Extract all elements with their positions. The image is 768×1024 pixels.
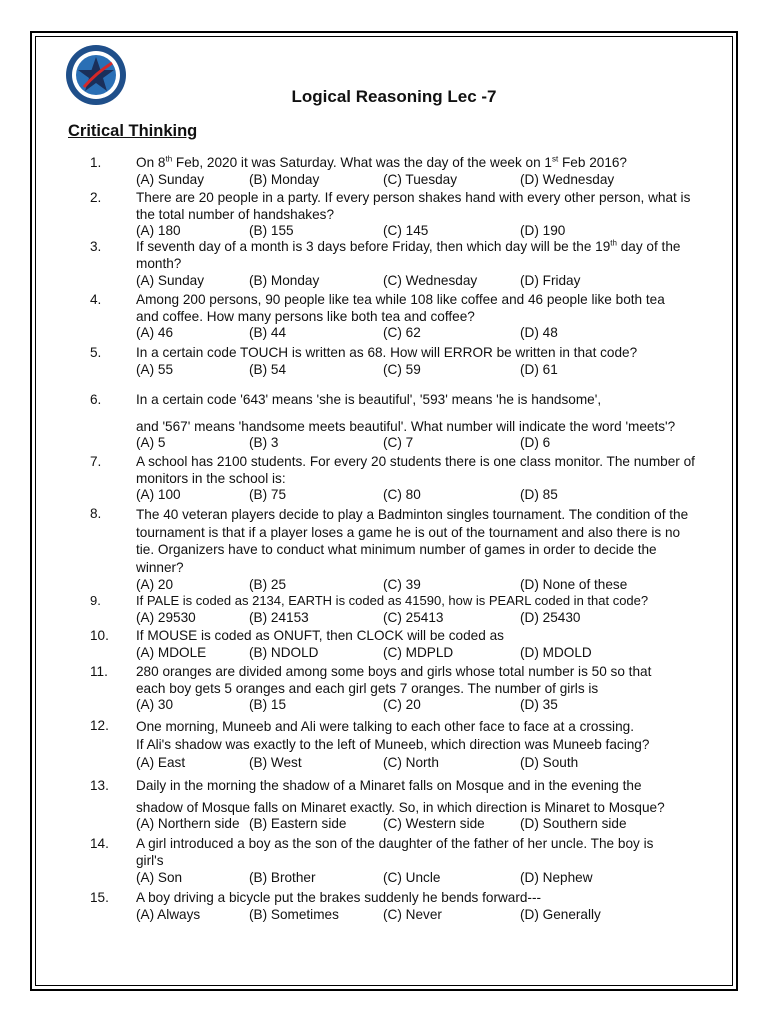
option-c: (C) North [383,755,439,770]
option-c: (C) 39 [383,577,421,592]
option-a: (A) 100 [136,487,181,502]
option-c: (C) Tuesday [383,171,458,187]
question-number: 4. [90,292,102,307]
question-text-line: A boy driving a bicycle put the brakes suddenly he bends forward--- [136,890,542,905]
question-text-line: and coffee. How many persons like both tea and coffee? [136,308,475,324]
question-text-line: winner? [136,559,184,575]
question-text-line: There are 20 people in a party. If every person shakes hand with every other person, what is [136,190,691,205]
option-d: (D) Nephew [520,870,593,885]
question-text-line: tournament is that if a player loses a game he is out of the tournament and also there is no [136,524,681,540]
option-d: (D) None of these [520,577,628,592]
option-d: (D) 61 [520,361,558,377]
option-b: (B) Monday [249,273,320,288]
question-text: If seventh day of a month is 3 days before Friday, then which day will be the 19th day of the [136,238,681,254]
option-b: (B) 75 [249,487,287,502]
question-text-line: and '567' means 'handsome meets beautiful'. What number will indicate the word 'meets'? [136,418,676,434]
question-text-line: monitors in the school is: [136,470,286,486]
option-a: (A) 180 [136,223,181,238]
question-text: On 8th Feb, 2020 it was Saturday. What was the day of the week on 1st Feb 2016? [136,154,627,170]
question-number: 14. [90,836,109,851]
option-b: (B) 25 [249,577,287,592]
option-a: (A) 30 [136,697,174,712]
option-d: (D) 190 [520,223,566,238]
option-b: (B) 44 [249,325,287,340]
option-b: (B) 24153 [249,609,309,625]
option-c: (C) 145 [383,223,429,238]
question-number: 2. [90,190,102,205]
question-text-line: Daily in the morning the shadow of a Minaret falls on Mosque and in the evening the [136,778,642,793]
question-text-line: the total number of handshakes? [136,206,334,222]
option-c: (C) 20 [383,697,421,712]
option-b: (B) Sometimes [249,906,339,922]
question-text-line: 280 oranges are divided among some boys and girls whose total number is 50 so that [136,664,652,679]
option-a: (A) Sunday [136,273,205,288]
option-c: (C) Uncle [383,870,441,885]
option-a: (A) 20 [136,577,174,592]
question-number: 10. [90,628,109,643]
option-b: (B) West [249,755,302,770]
option-d: (D) 25430 [520,609,581,625]
question-number: 5. [90,345,102,360]
option-d: (D) Generally [520,906,601,922]
option-c: (C) Western side [383,816,485,831]
option-c: (C) 25413 [383,609,444,625]
option-c: (C) 62 [383,325,421,340]
option-d: (D) 48 [520,325,558,340]
option-b: (B) 155 [249,223,294,238]
option-b: (B) Monday [249,171,320,187]
question-text-line: If PALE is coded as 2134, EARTH is coded as 41590, how is PEARL coded in that code? [136,593,649,608]
option-c: (C) Never [383,906,442,922]
option-c: (C) 80 [383,487,421,502]
option-a: (A) 29530 [136,609,196,625]
option-b: (B) NDOLD [249,644,319,660]
question-text-line: The 40 veteran players decide to play a Badminton singles tournament. The condition of the [136,507,689,522]
question-text-line: girl's [136,852,164,868]
option-a: (A) Always [136,906,201,922]
question-number: 8. [90,506,102,521]
question-text-line: Among 200 persons, 90 people like tea while 108 like coffee and 46 people like both tea [136,292,665,307]
question-number: 15. [90,890,109,905]
question-text-line: tie. Organizers have to conduct what minimum number of games in order to decide the [136,542,657,557]
question-text-line: A girl introduced a boy as the son of the daughter of the father of her uncle. The boy is [136,836,654,851]
option-a: (A) Northern side [136,816,240,831]
option-c: (C) 59 [383,361,421,377]
question-number: 13. [90,778,109,793]
option-d: (D) South [520,755,579,770]
question-number: 3. [90,239,102,254]
question-text-line: A school has 2100 students. For every 20 students there is one class monitor. The number of [136,454,695,469]
question-text-line: month? [136,255,182,271]
option-a: (A) 55 [136,361,174,377]
option-b: (B) Brother [249,870,316,885]
option-a: (A) Son [136,870,183,885]
option-b: (B) 15 [249,697,287,712]
section-heading: Critical Thinking [68,122,198,140]
question-number: 7. [90,454,102,469]
question-text-line: In a certain code TOUCH is written as 68. How will ERROR be written in that code? [136,345,638,360]
option-a: (A) Sunday [136,171,205,187]
question-number: 1. [90,155,102,170]
option-d: (D) MDOLD [520,644,592,660]
question-number: 12. [90,718,109,733]
question-number: 11. [90,664,108,679]
option-c: (C) Wednesday [383,273,478,288]
option-d: (D) 85 [520,487,558,502]
option-a: (A) 5 [136,435,166,450]
option-c: (C) 7 [383,435,414,450]
question-number: 6. [90,392,102,407]
question-text-line: If Ali's shadow was exactly to the left of Muneeb, which direction was Muneeb facing? [136,737,650,752]
option-a: (A) 46 [136,325,174,340]
option-d: (D) 6 [520,435,551,450]
question-text-line: In a certain code '643' means 'she is beautiful', '593' means 'he is handsome', [136,392,602,407]
question-number: 9. [90,593,101,608]
option-d: (D) 35 [520,697,558,712]
option-c: (C) MDPLD [383,644,454,660]
option-b: (B) 3 [249,435,279,450]
question-text-line: shadow of Mosque falls on Minaret exactly. So, in which direction is Minaret to Mosque? [136,799,665,815]
question-text-line: One morning, Muneeb and Ali were talking to each other face to face at a crossing. [136,719,634,734]
option-b: (B) 54 [249,361,287,377]
option-b: (B) Eastern side [249,816,347,831]
question-text-line: If MOUSE is coded as ONUFT, then CLOCK will be coded as [136,628,504,643]
option-d: (D) Wednesday [520,171,615,187]
option-d: (D) Southern side [520,816,627,831]
option-d: (D) Friday [520,273,581,288]
document-title: Logical Reasoning Lec -7 [291,87,497,106]
option-a: (A) MDOLE [136,644,207,660]
option-a: (A) East [136,755,186,770]
question-text-line: each boy gets 5 oranges and each girl gets 7 oranges. The number of girls is [136,680,599,696]
